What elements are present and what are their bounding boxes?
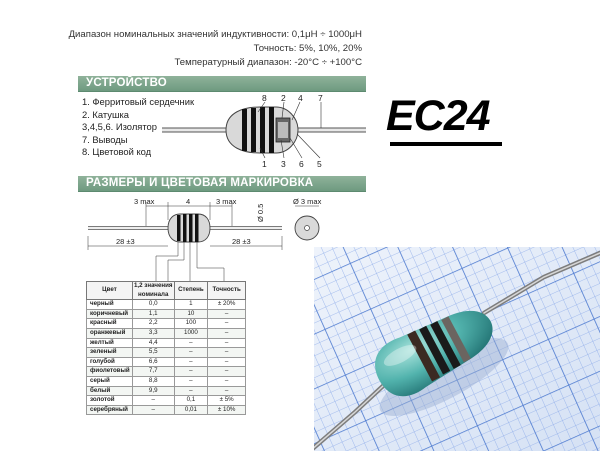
cell-value: 5,5 <box>132 348 174 358</box>
cell-tolerance: – <box>208 328 246 338</box>
cell-multiplier: – <box>174 376 208 386</box>
cell-tolerance: – <box>208 367 246 377</box>
table-row <box>87 328 246 338</box>
dim-diameter-lead: Ø 0.5 <box>256 203 265 222</box>
color-table <box>86 281 246 415</box>
table-row <box>87 367 246 377</box>
specifications <box>69 28 362 70</box>
logo-text: EC24 <box>386 92 490 140</box>
inductor-photo <box>314 247 600 451</box>
cell-color: серебряный <box>87 405 133 415</box>
callout-3: 3 <box>281 159 286 169</box>
spec-tolerance: Точность: 5%, 10%, 20% <box>253 43 362 54</box>
legend-item: 8. Цветовой код <box>82 146 152 158</box>
logo-underline <box>390 142 502 146</box>
cell-tolerance: – <box>208 319 246 329</box>
table-row <box>87 348 246 358</box>
band-3 <box>260 107 265 153</box>
dim-lead-right-max: 3 max <box>216 197 237 206</box>
section-title-construction: УСТРОЙСТВО <box>86 77 167 89</box>
cell-tolerance: – <box>208 357 246 367</box>
cell-color: голубой <box>87 357 133 367</box>
cell-value: – <box>132 396 174 406</box>
table-row <box>87 300 246 310</box>
cell-value: 0,0 <box>132 300 174 310</box>
table-row <box>87 357 246 367</box>
cell-color: коричневый <box>87 309 133 319</box>
cell-color: черный <box>87 300 133 310</box>
cell-value: – <box>132 405 174 415</box>
section-header-construction <box>78 76 366 92</box>
cell-value: 9,9 <box>132 386 174 396</box>
table-row <box>87 376 246 386</box>
cell-color: зеленый <box>87 348 133 358</box>
callout-7: 7 <box>318 93 323 103</box>
legend-item: 1. Ферритовый сердечник <box>82 96 195 107</box>
table-row <box>87 396 246 406</box>
dim-diameter-body: Ø 3 max <box>293 197 322 206</box>
cell-tolerance: – <box>208 386 246 396</box>
callout-6: 6 <box>299 159 304 169</box>
cell-multiplier: – <box>174 367 208 377</box>
section-title-dimensions: РАЗМЕРЫ И ЦВЕТОВАЯ МАРКИРОВКА <box>86 177 314 189</box>
cell-multiplier: 1 <box>174 300 208 310</box>
product-logo <box>386 92 516 148</box>
table-header-row <box>87 282 246 300</box>
legend-item: 2. Катушка <box>82 108 130 120</box>
color-table-body <box>87 300 246 415</box>
cell-tolerance: – <box>208 376 246 386</box>
cell-color: золотой <box>87 396 133 406</box>
cell-color: красный <box>87 319 133 329</box>
cell-tolerance: – <box>208 338 246 348</box>
cell-tolerance: ± 20% <box>208 300 246 310</box>
callout-1: 1 <box>262 159 267 169</box>
callout-5: 5 <box>317 159 322 169</box>
cell-color: серый <box>87 376 133 386</box>
cell-multiplier: – <box>174 357 208 367</box>
cell-multiplier: – <box>174 386 208 396</box>
band-2 <box>251 108 256 152</box>
table-row <box>87 386 246 396</box>
cell-color: фиолетовый <box>87 367 133 377</box>
color-code-table <box>86 281 246 415</box>
cell-tolerance: ± 10% <box>208 405 246 415</box>
cell-tolerance: – <box>208 309 246 319</box>
cell-multiplier: – <box>174 348 208 358</box>
table-row <box>87 309 246 319</box>
cell-color: белый <box>87 386 133 396</box>
cell-multiplier: 0,01 <box>174 405 208 415</box>
table-row <box>87 319 246 329</box>
table-row <box>87 405 246 415</box>
dim-lead-length-left: 28 ±3 <box>116 237 135 246</box>
band-4 <box>269 107 274 153</box>
callout-4: 4 <box>298 93 303 103</box>
header-tolerance: Точность <box>208 282 246 300</box>
spec-inductance-range: Диапазон номинальных значений индуктивности: 0,1μH ÷ 1000μH <box>68 29 362 40</box>
section-header-dimensions <box>78 176 366 192</box>
cell-multiplier: 100 <box>174 319 208 329</box>
cell-tolerance: – <box>208 348 246 358</box>
cell-value: 7,7 <box>132 367 174 377</box>
dim-lead-length-right: 28 ±3 <box>232 237 251 246</box>
band-1 <box>242 109 247 151</box>
callout-8: 8 <box>262 93 267 103</box>
legend-item: 3,4,5,6. Изолятор <box>82 121 157 133</box>
cell-value: 1,1 <box>132 309 174 319</box>
callout-2: 2 <box>281 93 286 103</box>
cell-value: 2,2 <box>132 319 174 329</box>
cell-multiplier: 0,1 <box>174 396 208 406</box>
cell-value: 8,8 <box>132 376 174 386</box>
cell-multiplier: 1000 <box>174 328 208 338</box>
cell-color: желтый <box>87 338 133 348</box>
cell-value: 6,6 <box>132 357 174 367</box>
cell-multiplier: – <box>174 338 208 348</box>
cell-multiplier: 10 <box>174 309 208 319</box>
header-multiplier: Степень <box>174 282 208 300</box>
header-value: 1,2 значения номинала <box>132 282 174 300</box>
cell-value: 3,3 <box>132 328 174 338</box>
cell-color: оранжевый <box>87 328 133 338</box>
dimension-drawing <box>86 196 336 284</box>
header-color: Цвет <box>87 282 133 300</box>
table-row <box>87 338 246 348</box>
cell-tolerance: ± 5% <box>208 396 246 406</box>
dim-lead-left-max: 3 max <box>134 197 155 206</box>
dim-body-length: 4 <box>186 197 191 206</box>
legend-item: 7. Выводы <box>82 133 128 145</box>
spec-temperature: Температурный диапазон: -20°С ÷ +100°С <box>174 57 362 68</box>
cell-value: 4,4 <box>132 338 174 348</box>
construction-drawing <box>160 92 370 170</box>
